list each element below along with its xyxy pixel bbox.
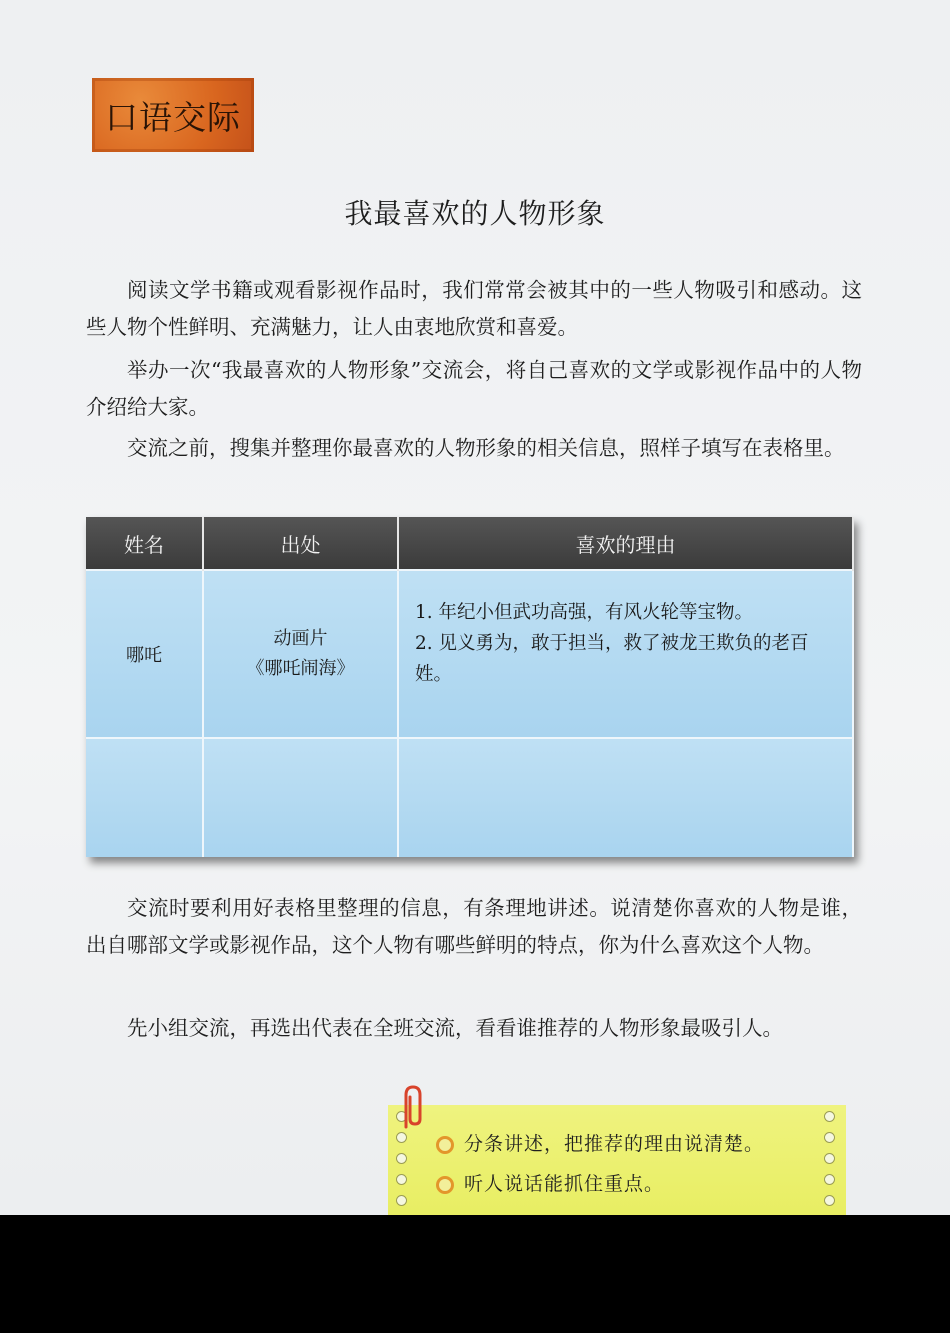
tip-item: [436, 1129, 764, 1156]
note-holes-right: [824, 1111, 836, 1215]
cell-reason: [398, 570, 853, 738]
cell-source: [203, 570, 398, 738]
paragraph-closing: 先小组交流，再选出代表在全班交流，看看谁推荐的人物形象最吸引人。: [127, 1016, 783, 1040]
header-reason: 喜欢的理由: [398, 517, 853, 570]
bullet-ring-icon: [436, 1136, 454, 1154]
tip-item: [436, 1169, 664, 1196]
section-tag: [92, 78, 254, 152]
reason-item-2: 2. 见义勇为，敢于担当，救了被龙王欺负的老百姓。: [415, 633, 809, 685]
section-tag-label: 口语交际: [105, 97, 241, 137]
tip-text: 听人说话能抓住重点。: [464, 1173, 665, 1195]
table-row: [86, 570, 853, 738]
paragraph-guidance: 交流时要利用好表格里整理的信息，有条理地讲述。说清楚你喜欢的人物是谁，出自哪部文学或影视作品，这个人物有哪些鲜明的特点，你为什么喜欢这个人物。: [86, 896, 862, 957]
cell-name: 哪吒: [86, 570, 203, 738]
header-source: 出处: [203, 517, 398, 570]
cell-source-line2: 《哪吒闹海》: [246, 658, 355, 679]
paragraph-activity: 举办一次“我最喜欢的人物形象”交流会，将自己喜欢的文学或影视作品中的人物介绍给大家。: [86, 358, 862, 419]
table-header-row: [86, 517, 853, 570]
tips-note: [388, 1105, 846, 1215]
cell-source-empty[interactable]: [203, 738, 398, 857]
reason-item-1: 1. 年纪小但武功高强，有风火轮等宝物。: [415, 602, 754, 623]
cell-reason-empty[interactable]: [398, 738, 853, 857]
bullet-ring-icon: [436, 1176, 454, 1194]
character-table: [86, 517, 854, 857]
paragraph-intro: 阅读文学书籍或观看影视作品时，我们常常会被其中的一些人物吸引和感动。这些人物个性鲜明、充满魅力，让人由衷地欣赏和喜爱。: [86, 278, 862, 339]
table-row-empty: [86, 738, 853, 857]
paragraph-preparation: 交流之前，搜集并整理你最喜欢的人物形象的相关信息，照样子填写在表格里。: [127, 436, 845, 460]
cell-name-empty[interactable]: [86, 738, 203, 857]
header-name: 姓名: [86, 517, 203, 570]
tip-text: 分条讲述，把推荐的理由说清楚。: [464, 1133, 765, 1155]
page-title: 我最喜欢的人物形象: [344, 197, 606, 230]
cell-source-line1: 动画片: [273, 628, 328, 649]
paperclip-icon: [392, 1083, 432, 1133]
